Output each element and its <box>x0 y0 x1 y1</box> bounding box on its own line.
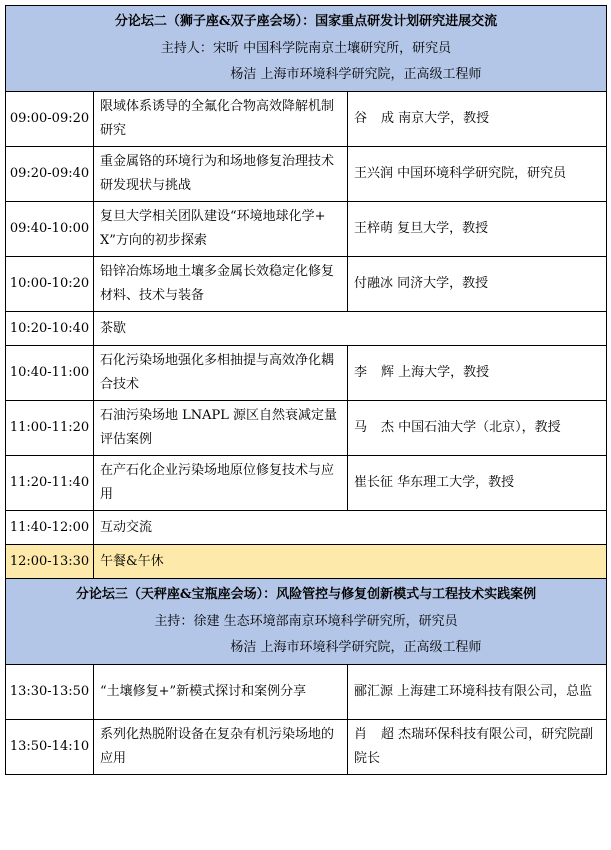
speaker-cell <box>348 456 607 511</box>
speaker-name: 王兴润 <box>354 166 394 181</box>
table-row <box>6 511 607 545</box>
speaker-name: 李 <box>354 365 368 380</box>
section3-host2: 杨洁 上海市环境科学研究院，正高级工程师 <box>230 640 482 655</box>
section3-header <box>6 579 607 665</box>
speaker-affiliation: 中国环境科学研究院，研究员 <box>397 166 567 181</box>
speaker-cell <box>348 202 607 257</box>
time-cell: 10:40-11:00 <box>6 346 94 401</box>
section2-host-label: 主持人： <box>160 41 213 56</box>
time-cell: 13:50-14:10 <box>6 720 94 775</box>
speaker-cell <box>348 147 607 202</box>
speaker-affiliation: 同济大学，教授 <box>397 276 489 291</box>
section3-header-cell <box>6 579 607 665</box>
table-row <box>6 456 607 511</box>
topic-cell: 石化污染场地强化多相抽提与高效净化耦合技术 <box>94 346 348 401</box>
speaker-affiliation: 上海建工环境科技有限公司，总监 <box>397 684 593 699</box>
speaker-name: 马 <box>354 420 368 435</box>
speaker-name: 谷 <box>354 111 368 126</box>
time-cell: 10:00-10:20 <box>6 257 94 312</box>
topic-cell: “土壤修复+”新模式探讨和案例分享 <box>94 665 348 720</box>
topic-cell: 在产石化企业污染场地原位修复技术与应用 <box>94 456 348 511</box>
speaker-cell <box>348 401 607 456</box>
speaker-cell <box>348 346 607 401</box>
time-cell: 11:00-11:20 <box>6 401 94 456</box>
speaker-name-part2: 杰 <box>381 420 395 435</box>
time-cell: 11:20-11:40 <box>6 456 94 511</box>
speaker-name-part2: 成 <box>381 111 395 126</box>
speaker-name-part2: 辉 <box>381 365 395 380</box>
section3-host-label: 主持： <box>154 614 194 629</box>
speaker-cell <box>348 665 607 720</box>
speaker-affiliation: 华东理工大学，教授 <box>397 475 515 490</box>
speaker-affiliation: 中国石油大学（北京），教授 <box>398 420 561 435</box>
discussion-cell: 互动交流 <box>94 511 607 545</box>
table-row <box>6 257 607 312</box>
speaker-affiliation: 杰瑞环保科技有限公司，研究院副院长 <box>354 727 594 766</box>
break-cell: 茶歇 <box>94 312 607 346</box>
lunch-row <box>6 545 607 579</box>
agenda-table <box>5 5 607 775</box>
time-cell: 10:20-10:40 <box>6 312 94 346</box>
topic-cell: 石油污染场地 LNAPL 源区自然衰减定量评估案例 <box>94 401 348 456</box>
table-row <box>6 665 607 720</box>
speaker-name-part2: 超 <box>381 727 395 742</box>
table-row <box>6 346 607 401</box>
speaker-name: 郦汇源 <box>354 684 394 699</box>
speaker-cell <box>348 257 607 312</box>
section3-title: 分论坛三（天秤座&宝瓶座会场）：风险管控与修复创新模式与工程技术实践案例 <box>75 587 537 602</box>
section2-host1 <box>12 36 600 62</box>
section3-host1 <box>12 609 600 635</box>
topic-cell: 铅锌冶炼场地土壤多金属长效稳定化修复材料、技术与装备 <box>94 257 348 312</box>
section2-host2: 杨洁 上海市环境科学研究院，正高级工程师 <box>230 67 482 82</box>
speaker-name: 崔长征 <box>354 475 394 490</box>
section3-host1-name: 徐建 生态环境部南京环境科学研究所，研究员 <box>193 614 458 629</box>
lunch-cell: 午餐&午休 <box>94 545 607 579</box>
speaker-name: 王梓萌 <box>354 221 394 236</box>
table-row <box>6 92 607 147</box>
topic-cell: 复旦大学相关团队建设“环境地球化学+X”方向的初步探索 <box>94 202 348 257</box>
section2-header <box>6 6 607 92</box>
section2-host1-name: 宋昕 中国科学院南京土壤研究所，研究员 <box>212 41 452 56</box>
time-cell: 09:00-09:20 <box>6 92 94 147</box>
agenda-document <box>5 5 606 775</box>
table-row <box>6 401 607 456</box>
time-cell: 13:30-13:50 <box>6 665 94 720</box>
section2-header-cell <box>6 6 607 92</box>
section2-title: 分论坛二（狮子座&双子座会场）：国家重点研发计划研究进展交流 <box>114 14 498 29</box>
table-row <box>6 312 607 346</box>
speaker-affiliation: 复旦大学，教授 <box>397 221 489 236</box>
table-row <box>6 202 607 257</box>
speaker-name: 付融冰 <box>354 276 394 291</box>
table-row <box>6 720 607 775</box>
topic-cell: 限域体系诱导的全氟化合物高效降解机制研究 <box>94 92 348 147</box>
table-row <box>6 147 607 202</box>
speaker-affiliation: 南京大学，教授 <box>398 111 490 126</box>
time-cell: 09:40-10:00 <box>6 202 94 257</box>
time-cell: 09:20-09:40 <box>6 147 94 202</box>
speaker-cell <box>348 92 607 147</box>
speaker-cell <box>348 720 607 775</box>
time-cell: 12:00-13:30 <box>6 545 94 579</box>
speaker-name: 肖 <box>354 727 368 742</box>
speaker-affiliation: 上海大学，教授 <box>398 365 490 380</box>
topic-cell: 系列化热脱附设备在复杂有机污染场地的应用 <box>94 720 348 775</box>
time-cell: 11:40-12:00 <box>6 511 94 545</box>
topic-cell: 重金属铬的环境行为和场地修复治理技术研发现状与挑战 <box>94 147 348 202</box>
